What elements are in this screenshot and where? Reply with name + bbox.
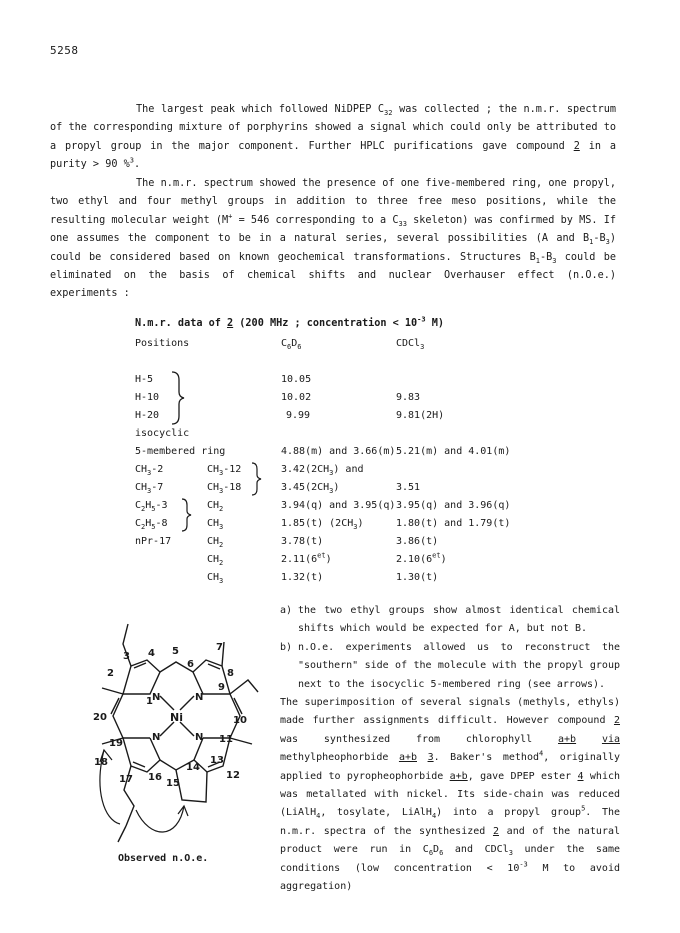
row-h10-cdcl3: 9.83 (396, 392, 421, 403)
row-pr-ch3: $CH_3$ (207, 572, 224, 585)
row-h5-c6d6: 10.05 (281, 374, 312, 385)
page-number: 5258 (50, 44, 79, 57)
pos-17: 17 (119, 774, 133, 785)
note-a-text: the two ethyl groups show almost identical chemical shifts which would be expected for A, but not B. (298, 605, 620, 635)
row-h20-cdcl3: 9.81(2H) (396, 410, 445, 421)
row-et3: $C_2H_5-3$ (135, 500, 168, 513)
pos-8: 8 (227, 668, 234, 679)
pos-1: 1 (146, 696, 153, 707)
row-ch3-18: $CH_3-18$ (207, 482, 242, 495)
pos-9: 9 (218, 682, 225, 693)
row-pr-ch3-cdcl3: 1.30(t) (396, 572, 439, 583)
row-et8: $C_2H_5-8$ (135, 518, 168, 531)
row-et-ch2-cdcl3: 3.95(q) and 3.96(q) (396, 500, 511, 511)
row-iso-label-1: isocyclic (135, 428, 190, 439)
row-pr-ch2b-cdcl3: $2.10(6^{et})$ (396, 551, 447, 565)
row-npr: nPr-17 (135, 536, 172, 547)
row-ch3-12: $CH_3-12$ (207, 464, 242, 477)
paragraph-2: The n.m.r. spectrum showed the presence of one five-membered ring, one propyl, two ethyl and four methyl groups in addition to three free meso positions, while the resulting molecular weight (M+ = 546 corresponding to a $C_{33}$ skeleton) was confirmed by MS. If one assumes the component to be in a natural series, several possibilities (A and $B_1-B_3$) could be considered based on known geochemical transformations. Structures $B_1-B_3$ could be eliminated on the basis of chemical shifts and nuclear Overhauser effect (n.O.e.) experiments : (50, 178, 617, 300)
atom-ni: Ni (170, 711, 183, 724)
row-h10-c6d6: 10.02 (281, 392, 312, 403)
row-h20-label: H-20 (135, 410, 160, 421)
paragraph-3: The superimposition of several signals (methyls, ethyls) made further assignments difficult. However compound 2 was synthesized from chlorophyll a+b via methylpheophorbide a+b 3. Baker's method$^4$, originally applied to pyropheophorbide a+b, gave DPEP ester 4 which was metallated with nickel. Its side-chain was reduced (LiAlH$_4$, tosylate, LiAlH$_4$) into a propyl group$^5$. The n.m.r. spectra of the synthesized 2 and of the natural product were run in $C_6D_6$ and CDCl$_3$ under the same conditions (low concentration < $10^{-3}$ M to avoid aggregation) (280, 697, 621, 893)
notes-block (280, 602, 620, 897)
atom-n-d: N (152, 732, 161, 743)
pos-5: 5 (172, 646, 179, 657)
row-pr-ch2a-cdcl3: 3.86(t) (396, 536, 439, 547)
brace-h (170, 370, 186, 426)
row-ch3a-c6d6: $3.42(2CH_3)$ and (281, 464, 364, 477)
atom-n-c: N (195, 732, 204, 743)
row-ch3-2: $CH_3-2$ (135, 464, 164, 477)
pos-12: 12 (226, 770, 240, 781)
row-pr-ch3-c6d6: 1.32(t) (281, 572, 324, 583)
pos-14: 14 (186, 762, 200, 773)
row-h20-c6d6: 9.99 (286, 410, 311, 421)
row-et-ch3-cdcl3: 1.80(t) and 1.79(t) (396, 518, 511, 529)
pos-11: 11 (219, 734, 233, 745)
row-iso-c6d6: 4.88(m) and 3.66(m) (281, 446, 396, 457)
row-pr-ch2a: $CH_2$ (207, 536, 224, 549)
pos-2: 2 (107, 668, 114, 679)
atom-n-b: N (195, 692, 204, 703)
note-b (280, 639, 620, 694)
row-h5-label: H-5 (135, 374, 154, 385)
pos-16: 16 (148, 772, 162, 783)
pos-19: 19 (109, 738, 123, 749)
row-et-ch2: $CH_2$ (207, 500, 224, 513)
pos-20: 20 (93, 712, 107, 723)
note-a (280, 602, 620, 639)
row-pr-ch2b: $CH_2$ (207, 554, 224, 567)
note-b-marker: b) (280, 641, 293, 653)
pos-15: 15 (166, 778, 180, 789)
row-pr-ch2a-c6d6: 3.78(t) (281, 536, 324, 547)
pos-10: 10 (233, 715, 247, 726)
row-et-ch3: $CH_3$ (207, 518, 224, 531)
row-et-ch3-c6d6: 1.85(t) $(2CH_3)$ (281, 518, 364, 531)
row-ch3b-cdcl3: 3.51 (396, 482, 421, 493)
note-a-marker: a) (280, 605, 293, 616)
col-cdcl3: CDCl$_3$ (396, 338, 425, 351)
row-pr-ch2b-c6d6: $2.11(6^{et})$ (281, 551, 332, 565)
paragraph-1: The largest peak which followed NiDPEP $C_{32}$ was collected ; the n.m.r. spectrum of the corresponding mixture of porphyrins showed a signal which could only be attributed to a propyl group in the major component. Further HPLC purifications gave compound 2 in a purity > 90 %$^3$. (50, 104, 616, 171)
pos-6: 6 (187, 659, 194, 670)
row-iso-cdcl3: 5.21(m) and 4.01(m) (396, 446, 511, 457)
col-positions: Positions (135, 338, 190, 349)
row-ch3b-c6d6: $3.45(2CH_3)$ (281, 482, 340, 495)
col-c6d6: $C_6D_6$ (281, 338, 302, 351)
pos-3: 3 (123, 651, 130, 662)
pos-18: 18 (94, 757, 108, 768)
brace-ch3 (250, 461, 264, 497)
row-iso-label-2: 5-membered ring (135, 446, 226, 457)
porphyrin-structure (90, 610, 280, 850)
pos-13: 13 (210, 755, 224, 766)
pos-7: 7 (216, 642, 223, 653)
noe-arrows (100, 750, 188, 832)
atom-n-a: N (152, 692, 161, 703)
row-h10-label: H-10 (135, 392, 160, 403)
note-b-text: n.O.e. experiments allowed us to reconstruct the "southern" side of the molecule with the propyl group next to the isocyclic 5-membered ring (see arrows). (298, 641, 620, 690)
row-et-ch2-c6d6: 3.94(q) and 3.95(q) (281, 500, 396, 511)
row-ch3-7: $CH_3-7$ (135, 482, 164, 495)
pos-4: 4 (148, 648, 155, 659)
brace-et (180, 497, 194, 533)
figure-caption: Observed n.O.e. (118, 853, 209, 864)
table-title: N.m.r. data of 2 (200 MHz ; concentration < $10^{-3}$ M) (135, 315, 445, 329)
